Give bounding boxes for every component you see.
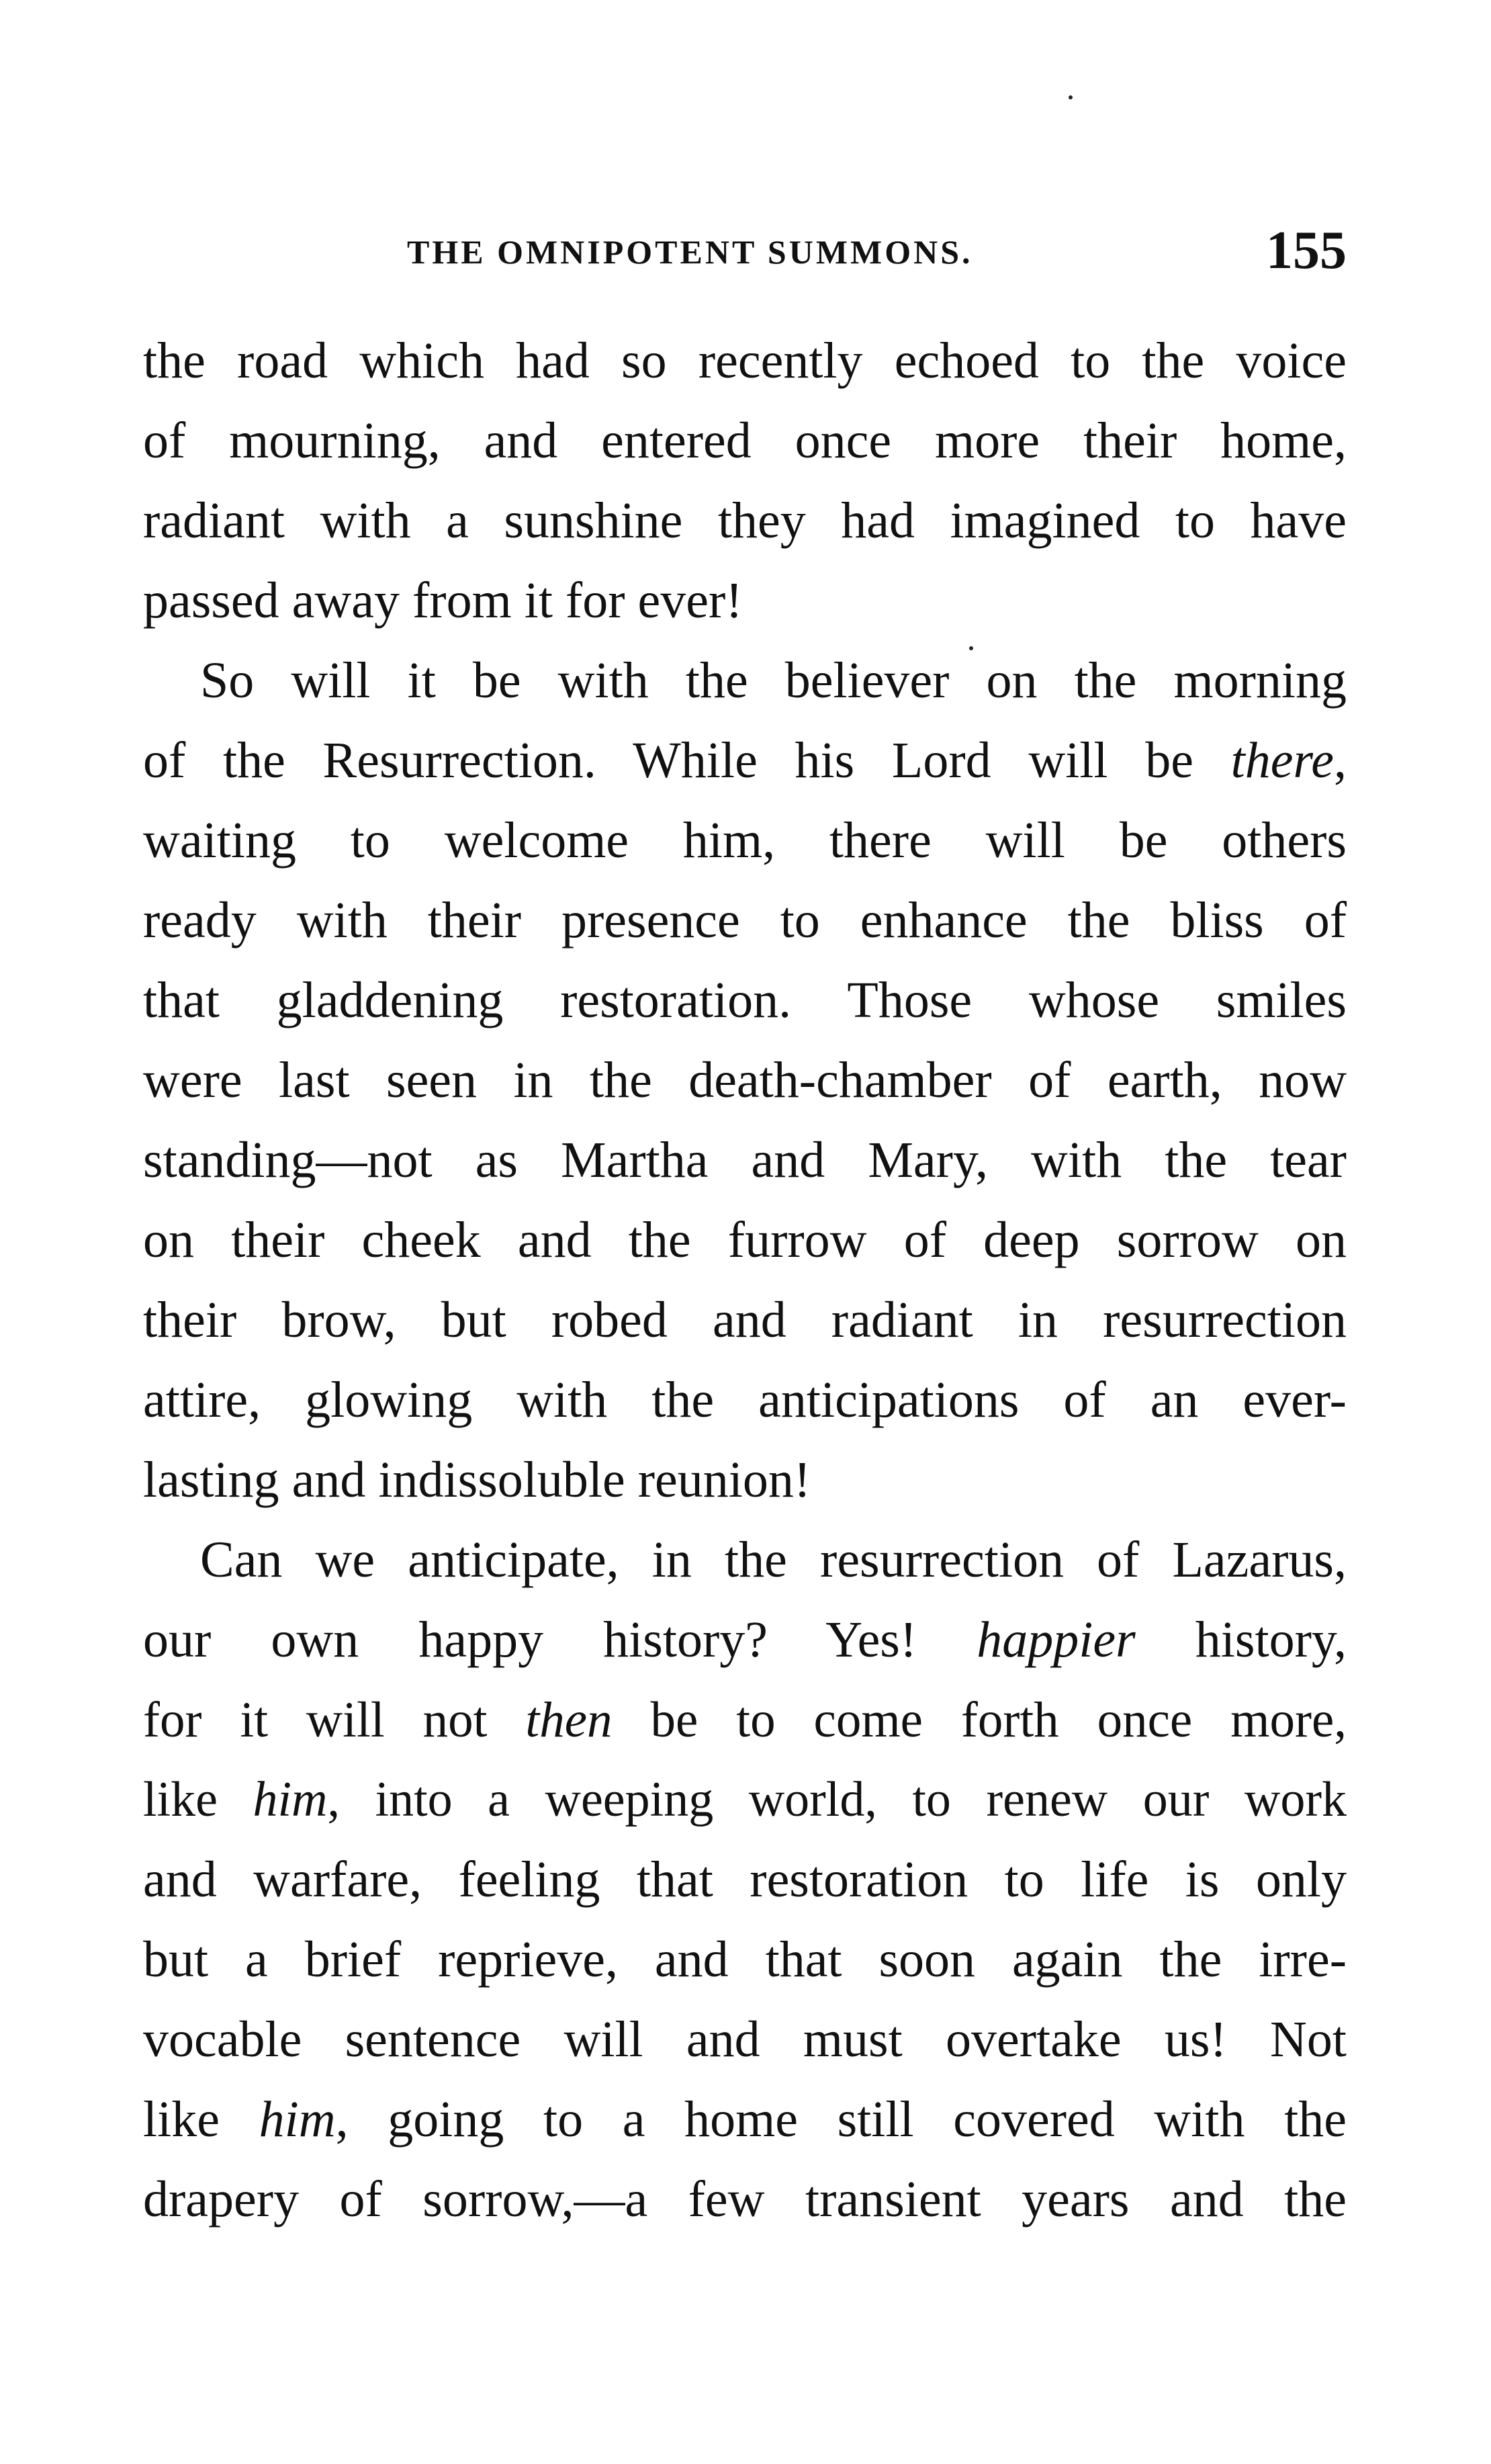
text-segment: passed away from it for ever! bbox=[143, 572, 743, 629]
text-segment: waiting to welcome him, there will be others bbox=[143, 812, 1347, 869]
text-line bbox=[143, 1920, 1347, 2000]
text-segment: of mourning, and entered once more their home, bbox=[143, 412, 1347, 469]
text-segment: drapery of sorrow,—a few transient years and the bbox=[143, 2171, 1347, 2228]
text-segment: our own happy history? Yes! bbox=[143, 1612, 977, 1668]
paper-speck bbox=[1069, 95, 1073, 99]
text-segment: , bbox=[1334, 732, 1347, 789]
text-segment: like bbox=[143, 2091, 259, 2148]
body-text bbox=[143, 321, 1347, 2240]
italic-word: happier bbox=[977, 1612, 1136, 1668]
text-segment: that gladdening restoration. Those whose smiles bbox=[143, 972, 1347, 1028]
text-segment: the road which had so recently echoed to the voice bbox=[143, 333, 1347, 389]
italic-word: him bbox=[253, 1772, 328, 1827]
text-segment: on their cheek and the furrow of deep sorrow on bbox=[143, 1212, 1347, 1268]
text-line bbox=[143, 321, 1347, 401]
italic-word: there bbox=[1230, 732, 1334, 789]
italic-word: then bbox=[525, 1692, 613, 1748]
italic-word: him bbox=[259, 2091, 336, 2148]
text-segment: were last seen in the death-chamber of earth, now bbox=[143, 1052, 1347, 1108]
text-line bbox=[143, 1280, 1347, 1360]
text-line bbox=[143, 561, 1347, 641]
text-segment: like bbox=[143, 1772, 253, 1827]
text-segment: history, bbox=[1135, 1612, 1347, 1668]
text-segment: , going to a home still covered with the bbox=[335, 2091, 1347, 2148]
text-segment: lasting and indissoluble reunion! bbox=[143, 1452, 811, 1508]
text-line bbox=[143, 881, 1347, 961]
text-segment: So will it be with the believer on the morning bbox=[200, 652, 1347, 709]
text-line bbox=[143, 801, 1347, 881]
text-line bbox=[143, 1120, 1347, 1200]
text-segment: standing—not as Martha and Mary, with the tear bbox=[143, 1132, 1347, 1188]
text-line bbox=[143, 1440, 1347, 1520]
text-line bbox=[143, 2000, 1347, 2080]
text-line bbox=[143, 2080, 1347, 2160]
text-line bbox=[143, 481, 1347, 561]
text-segment: vocable sentence will and must overtake us! Not bbox=[143, 2011, 1347, 2068]
text-line bbox=[143, 641, 1347, 721]
running-head bbox=[143, 215, 1347, 280]
text-segment: their brow, but robed and radiant in resurrection bbox=[143, 1292, 1347, 1348]
text-line bbox=[143, 1600, 1347, 1680]
text-segment: be to come forth once more, bbox=[612, 1692, 1347, 1748]
text-line bbox=[143, 961, 1347, 1041]
text-segment: for it will not bbox=[143, 1692, 526, 1748]
text-segment: radiant with a sunshine they had imagined to have bbox=[143, 492, 1347, 549]
text-segment: but a brief reprieve, and that soon again the irre- bbox=[143, 1931, 1347, 1988]
paper-speck bbox=[969, 646, 973, 650]
text-segment: attire, glowing with the anticipations of an ever- bbox=[143, 1372, 1347, 1428]
text-line bbox=[143, 1760, 1347, 1840]
text-segment: , into a weeping world, to renew our work bbox=[327, 1772, 1347, 1827]
text-segment: Can we anticipate, in the resurrection of Lazarus, bbox=[200, 1532, 1347, 1588]
text-segment: ready with their presence to enhance the bliss of bbox=[143, 892, 1347, 949]
text-segment: and warfare, feeling that restoration to life is only bbox=[143, 1851, 1347, 1908]
page-number: 155 bbox=[1266, 221, 1347, 280]
text-line bbox=[143, 2160, 1347, 2240]
text-line bbox=[143, 1041, 1347, 1120]
text-line bbox=[143, 1520, 1347, 1600]
text-segment: of the Resurrection. While his Lord will be bbox=[143, 732, 1231, 789]
text-line bbox=[143, 1360, 1347, 1440]
text-line bbox=[143, 1200, 1347, 1280]
text-line bbox=[143, 721, 1347, 801]
running-title: THE OMNIPOTENT SUMMONS. bbox=[407, 233, 973, 271]
text-line bbox=[143, 1840, 1347, 1920]
text-line bbox=[143, 401, 1347, 481]
text-line bbox=[143, 1680, 1347, 1760]
